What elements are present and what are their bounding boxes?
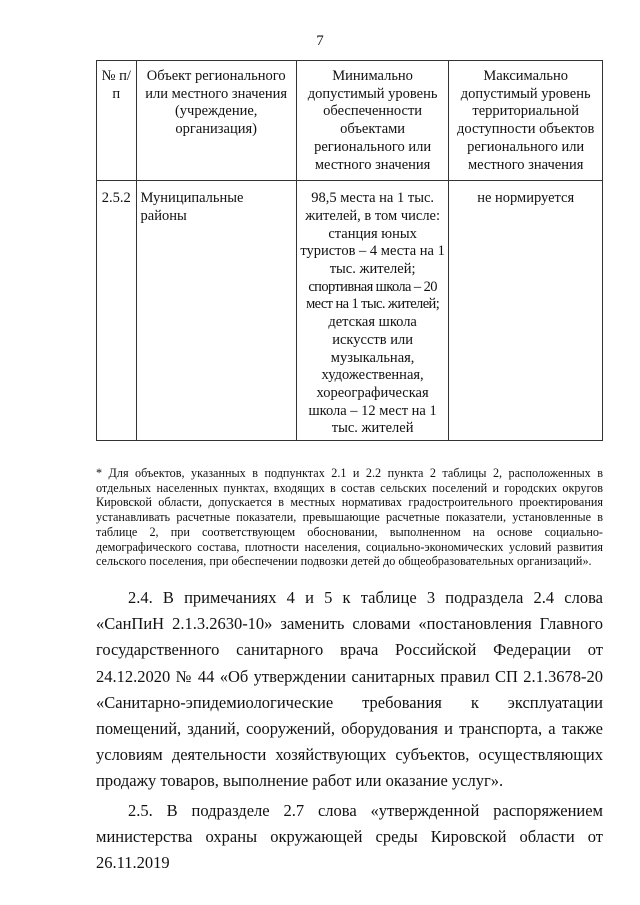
min-level-part: спортивная школа – 20 мест на 1 тыс. жителей;	[306, 278, 440, 313]
paragraph-2-5: 2.5. В подразделе 2.7 слова «утвержденной распоряжением министерства охраны окружающей среды Кировской области от 26.11.2019	[96, 801, 603, 873]
header-max-level: Максимально допустимый уровень территориальной доступности объектов регионального или местного значения	[449, 61, 603, 181]
table-header-row	[97, 61, 603, 181]
row-number: 2.5.2	[97, 181, 137, 441]
header-number: № п/п	[97, 61, 137, 181]
min-level-part: 98,5 места на 1 тыс. жителей, в том числе:	[305, 190, 441, 224]
header-object: Объект регионального или местного значения (учреждение, организация)	[136, 61, 296, 181]
header-min-level: Минимально допустимый уровень обеспеченности объектами регионального или местного значения	[296, 61, 449, 181]
table-row	[97, 181, 603, 441]
table-footnote: * Для объектов, указанных в подпунктах 2.1 и 2.2 пункта 2 таблицы 2, расположенных в отдельных населенных пунктах, входящих в состав сельских поселений и городских округов Кировской области, допускается в местных нормативах градостроительного проектирования устанавливать расчетные показатели, превышающие расчетные показатели, установленные в таблице 2, при соответствующем обосновании, выполненном на основе социально-демографического состава, плотности населения, социально-экономических условий развития сельского поселения, при обеспечении подвозки детей до общеобразовательных организаций».	[96, 466, 603, 569]
paragraph-2-4: 2.4. В примечаниях 4 и 5 к таблице 3 подраздела 2.4 слова «СанПиН 2.1.3.2630-10» заменить словами «постановления Главного государственного санитарного врача Российской Федерации от 24.12.2020 № 44 «Об утверждении санитарных правил СП 2.1.3678-20 «Санитарно-эпидемиологические требования к эксплуатации помещений, зданий, сооружений, оборудования и транспорта, а также условиям деятельности хозяйствующих субъектов, осуществляющих продажу товаров, выполнение работ или оказание услуг».	[96, 588, 603, 791]
norms-table	[96, 60, 603, 441]
row-max-level: не нормируется	[449, 181, 603, 441]
page-number: 7	[316, 33, 324, 49]
min-level-part: детская школа искусств или музыкальная, художественная, хореографическая школа – 12 мест на 1 тыс. жителей	[308, 314, 437, 437]
row-min-level	[296, 181, 449, 441]
min-level-part: станция юных туристов – 4 места на 1 тыс. жителей;	[300, 225, 445, 278]
row-object: Муниципальные районы	[136, 181, 296, 441]
